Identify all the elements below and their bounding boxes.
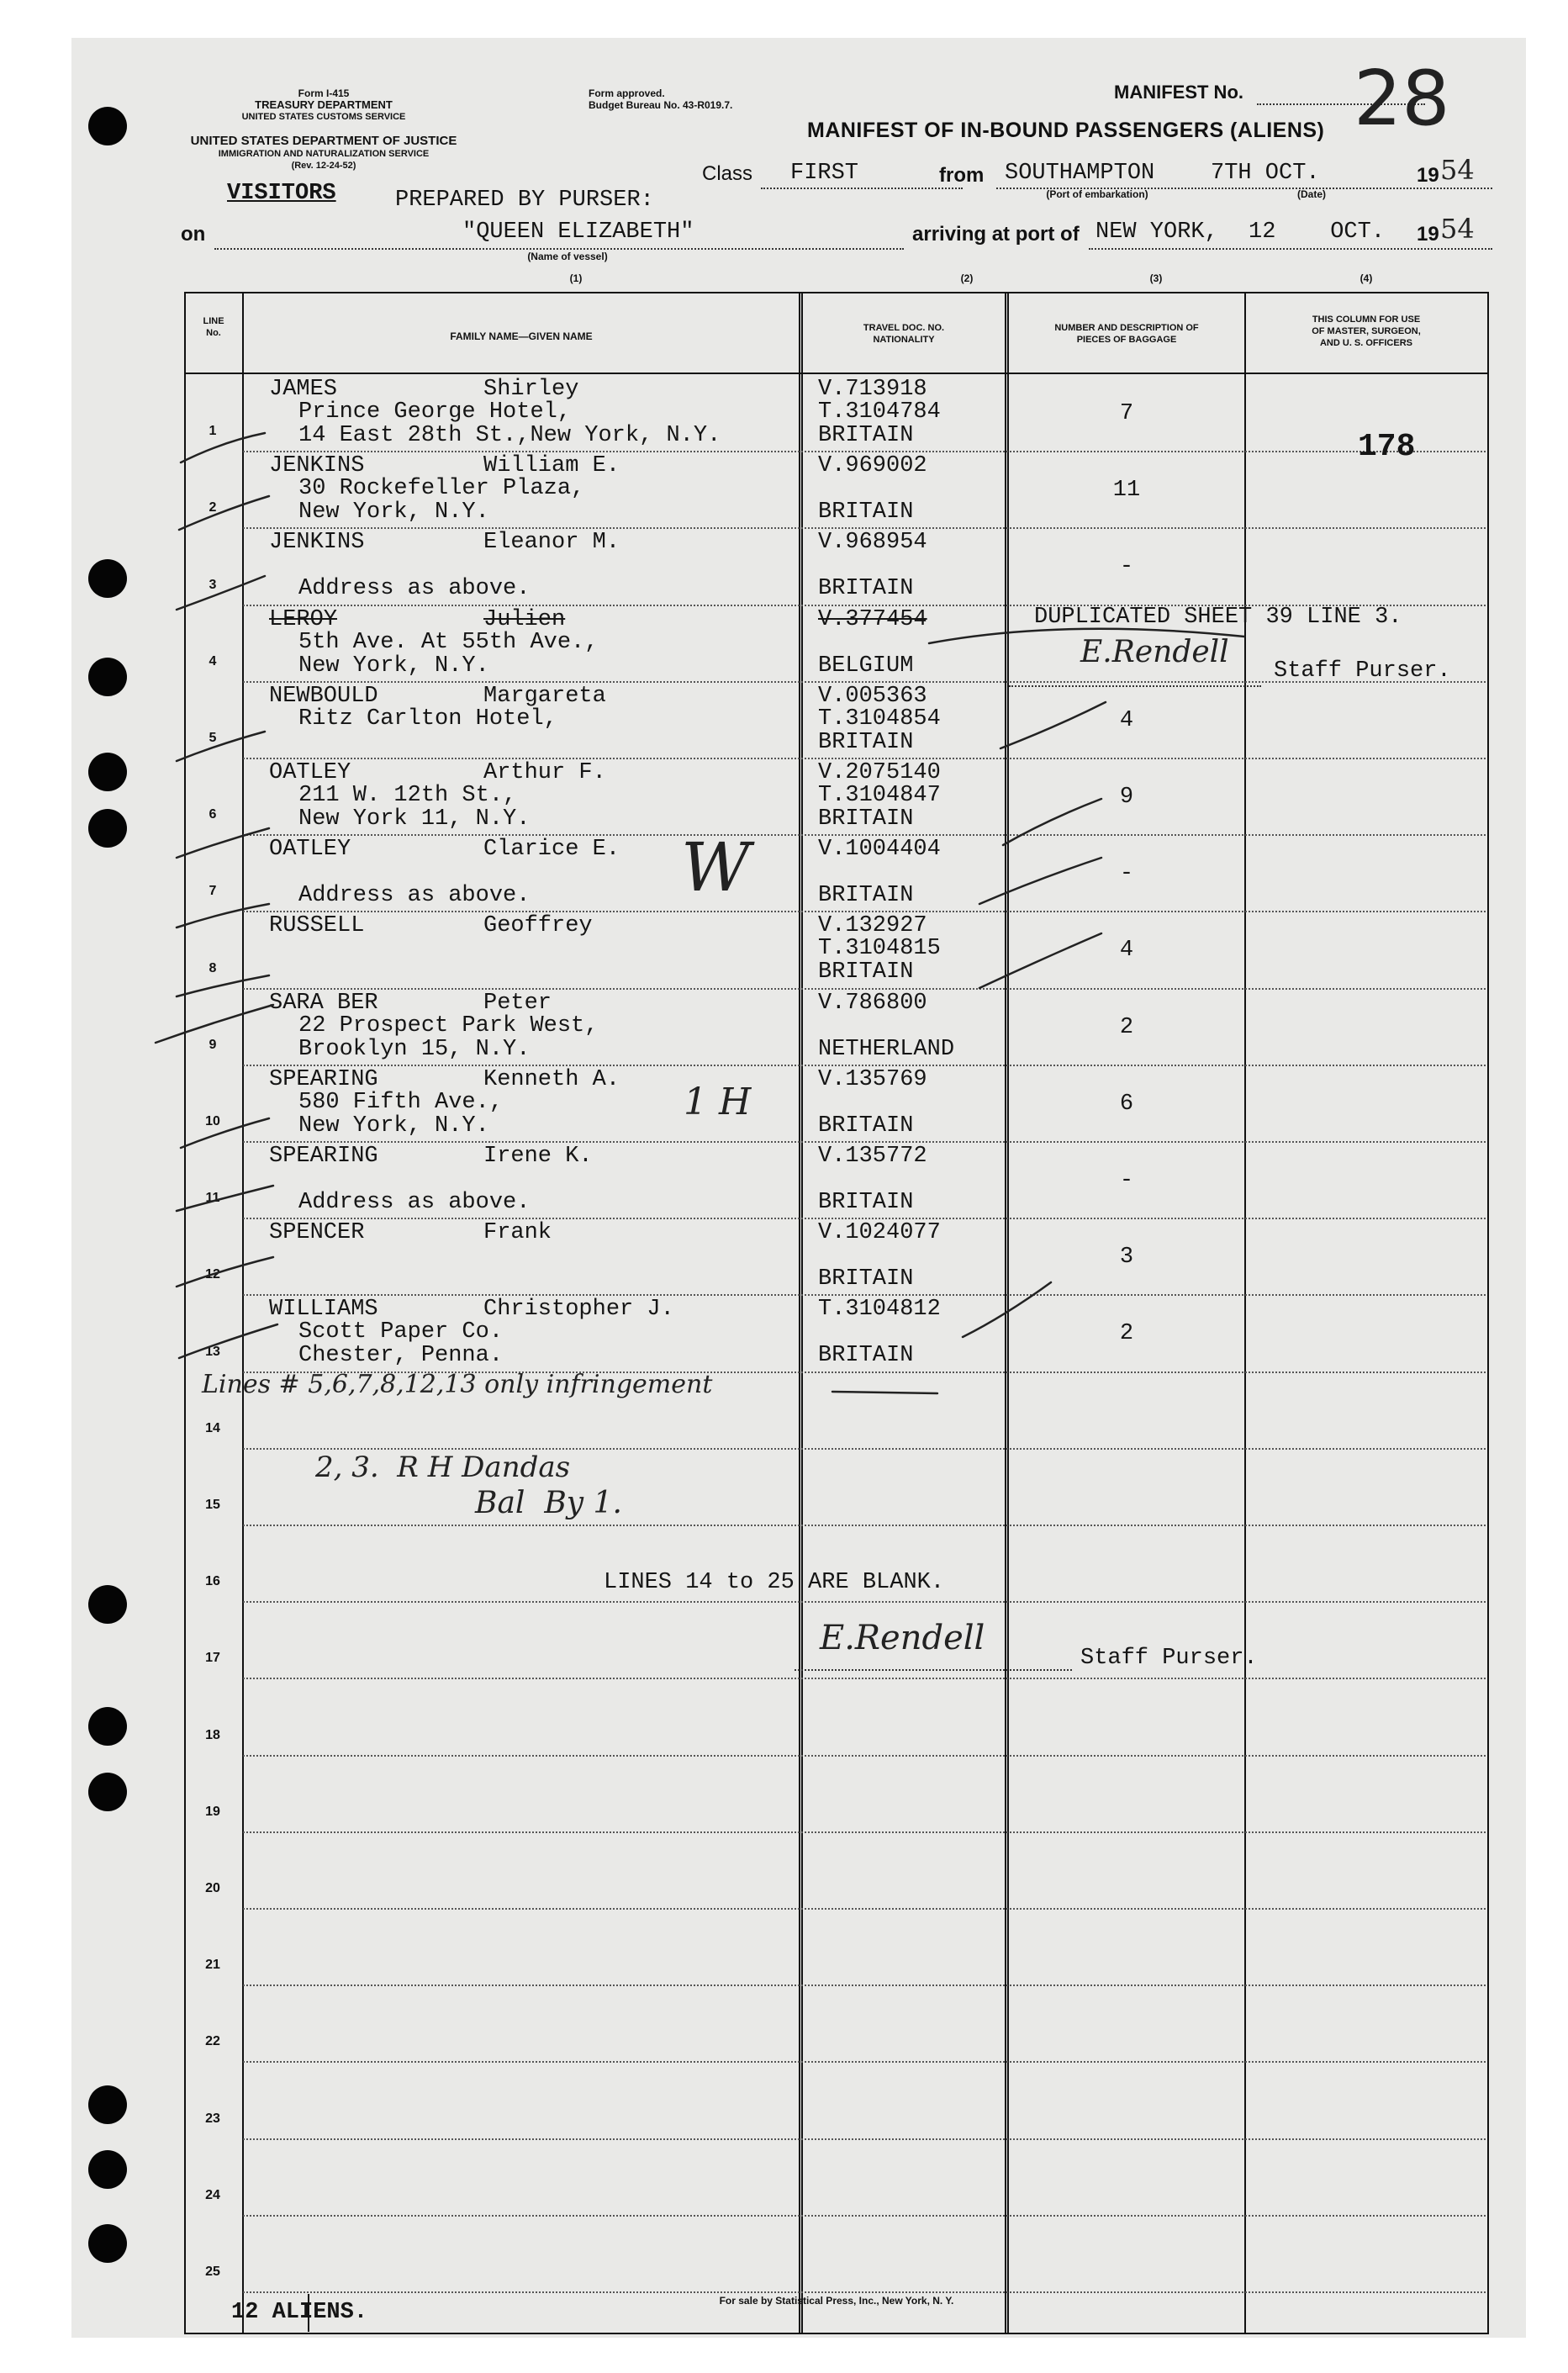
address-2: New York, N.Y. [298, 499, 489, 525]
line-number: 10 [205, 1114, 220, 1128]
surname: RUSSELL [269, 913, 365, 938]
travel-doc: V.005363 [818, 684, 927, 709]
line-number: 14 [205, 1421, 220, 1435]
budget-bureau: Budget Bureau No. 43-R019.7. [589, 99, 733, 111]
travel-doc: V.713918 [818, 377, 927, 402]
given-name: Peter [483, 991, 552, 1016]
surname: SPEARING [269, 1144, 378, 1169]
print-credit: For sale by Statistical Press, Inc., New York, N. Y. [719, 2295, 954, 2307]
baggage-count: 9 [1119, 785, 1134, 810]
travel-doc: V.1004404 [818, 837, 941, 862]
address-2: New York, N.Y. [298, 653, 489, 679]
baggage-count: 6 [1119, 1091, 1134, 1117]
customs-service: UNITED STATES CUSTOMS SERVICE [241, 112, 406, 122]
year-prefix: 19 [1417, 164, 1439, 187]
total-aliens: 12 ALIENS. [231, 2300, 368, 2325]
travel-doc-2: T.3104854 [818, 706, 941, 732]
col-number-3: (3) [1149, 272, 1163, 284]
date-caption: (Date) [1296, 188, 1326, 200]
surname: WILLIAMS [269, 1297, 378, 1322]
col-number-1: (1) [569, 272, 583, 284]
address-1: Scott Paper Co. [298, 1319, 504, 1345]
nationality: BRITAIN [818, 730, 914, 755]
form-number: Form I-415 [298, 87, 350, 99]
line-number: 4 [209, 654, 217, 669]
address-2: Address as above. [298, 576, 531, 601]
purser-signature-1: E.Rendell [1080, 635, 1229, 669]
line-number: 16 [205, 1574, 220, 1588]
surname: NEWBOULD [269, 684, 378, 709]
line-number: 11 [205, 1191, 220, 1205]
address-1: 30 Rockefeller Plaza, [298, 476, 585, 501]
surname: OATLEY [269, 837, 351, 862]
on-label: on [181, 223, 206, 246]
travel-doc-2: T.3104784 [818, 399, 941, 425]
surname: SARA BER [269, 991, 378, 1016]
given-name: Christopher J. [483, 1297, 674, 1322]
baggage-count: - [1119, 1168, 1134, 1193]
nationality: BRITAIN [818, 959, 914, 985]
justice-dept: UNITED STATES DEPARTMENT OF JUSTICE [190, 134, 457, 148]
form-approved: Form approved. [589, 87, 665, 99]
travel-doc: V.135769 [818, 1067, 927, 1092]
baggage-count: 4 [1119, 708, 1134, 733]
address-1: 5th Ave. At 55th Ave., [298, 630, 599, 655]
line-number: 9 [209, 1038, 217, 1052]
class-value: FIRST [790, 161, 859, 186]
col-number-2: (2) [960, 272, 974, 284]
given-name: Margareta [483, 684, 606, 709]
blank-lines-note: LINES 14 to 25 ARE BLANK. [604, 1570, 945, 1595]
baggage-count: - [1119, 554, 1134, 579]
officer-number: 178 [1358, 429, 1416, 465]
line-number: 17 [205, 1651, 220, 1665]
col-header-name: FAMILY NAME—GIVEN NAME [450, 330, 593, 342]
line-number: 3 [209, 578, 217, 592]
class-label: Class [702, 162, 753, 185]
nationality: BRITAIN [818, 1113, 914, 1139]
line-number: 24 [205, 2188, 220, 2202]
handwritten-bal: Bal By 1. [475, 1486, 622, 1520]
given-name: Clarice E. [483, 837, 620, 862]
baggage-count: 11 [1112, 478, 1141, 503]
line-number: 22 [205, 2034, 220, 2048]
baggage-count: 3 [1119, 1245, 1134, 1270]
line-number: 13 [205, 1345, 220, 1359]
line-number: 6 [209, 807, 217, 822]
given-name: Julien [483, 607, 566, 632]
surname: OATLEY [269, 760, 351, 785]
line-number: 5 [209, 731, 217, 745]
travel-doc: T.3104812 [818, 1297, 941, 1322]
line-number: 21 [205, 1958, 220, 1972]
from-label: from [939, 164, 985, 187]
manifest-number-handwritten: 28 [1354, 55, 1450, 143]
revision: (Rev. 12-24-52) [291, 161, 356, 171]
duplicated-note: DUPLICATED SHEET 39 LINE 3. [1034, 605, 1402, 630]
ink-marks [71, 38, 1526, 2338]
staff-purser-1: Staff Purser. [1274, 658, 1451, 684]
surname: JENKINS [269, 530, 365, 555]
travel-doc-2: T.3104847 [818, 783, 941, 808]
nationality: BRITAIN [818, 423, 914, 448]
year-suffix-2: 54 [1440, 213, 1475, 245]
line-number: 1 [209, 424, 217, 438]
col-number-4: (4) [1359, 272, 1373, 284]
surname: JAMES [269, 377, 338, 402]
nationality: BRITAIN [818, 499, 914, 525]
given-name: Geoffrey [483, 913, 593, 938]
nationality: BRITAIN [818, 1266, 914, 1292]
line-number: 12 [205, 1267, 220, 1282]
line-number: 25 [205, 2265, 220, 2279]
travel-doc: V.1024077 [818, 1220, 941, 1245]
address-1: Prince George Hotel, [298, 399, 572, 425]
col-header-doc: TRAVEL DOC. NO. NATIONALITY [863, 323, 945, 345]
given-name: Irene K. [483, 1144, 593, 1169]
line-number: 15 [205, 1498, 220, 1512]
nationality: BRITAIN [818, 576, 914, 601]
given-name: Arthur F. [483, 760, 606, 785]
address-1: Ritz Carlton Hotel, [298, 706, 557, 732]
line-number: 23 [205, 2111, 220, 2126]
baggage-count: 4 [1119, 938, 1134, 963]
surname: LEROY [269, 607, 338, 632]
given-name: William E. [483, 453, 620, 478]
address-2: Brooklyn 15, N.Y. [298, 1037, 531, 1062]
treasury-dept: TREASURY DEPARTMENT [255, 98, 393, 111]
line-number: 8 [209, 961, 217, 975]
address-1: 580 Fifth Ave., [298, 1090, 504, 1115]
embark-port: SOUTHAMPTON [1005, 161, 1155, 186]
given-name: Shirley [483, 377, 579, 402]
nationality: BELGIUM [818, 653, 914, 679]
nationality: BRITAIN [818, 1343, 914, 1368]
address-2: 14 East 28th St.,New York, N.Y. [298, 423, 721, 448]
line-number: 2 [209, 500, 217, 515]
travel-doc: V.968954 [818, 530, 927, 555]
given-name: Eleanor M. [483, 530, 620, 555]
margin-initials-2: 1 H [684, 1081, 752, 1123]
travel-doc: V.2075140 [818, 760, 941, 785]
given-name: Kenneth A. [483, 1067, 620, 1092]
nationality: BRITAIN [818, 806, 914, 832]
col-header-line: LINE No. [203, 316, 224, 338]
baggage-count: 7 [1119, 401, 1134, 426]
manifest-title: MANIFEST OF IN-BOUND PASSENGERS (ALIENS) [807, 119, 1325, 142]
handwritten-lines-note: Lines # 5,6,7,8,12,13 only infringement [202, 1370, 713, 1399]
address-1: 211 W. 12th St., [298, 783, 517, 808]
surname: SPENCER [269, 1220, 365, 1245]
purser-signature-2: E.Rendell [820, 1619, 985, 1657]
col-header-baggage: NUMBER AND DESCRIPTION OF PIECES OF BAGGAGE [1054, 323, 1199, 345]
prepared-by-purser: PREPARED BY PURSER: [395, 188, 654, 213]
surname: JENKINS [269, 453, 365, 478]
address-2: Chester, Penna. [298, 1343, 504, 1368]
given-name: Frank [483, 1220, 552, 1245]
address-2: Address as above. [298, 1190, 531, 1215]
manifest-page [71, 38, 1526, 2338]
nationality: BRITAIN [818, 1190, 914, 1215]
staff-purser-2: Staff Purser. [1080, 1646, 1258, 1671]
address-2: New York 11, N.Y. [298, 806, 531, 832]
col-header-officers: THIS COLUMN FOR USE OF MASTER, SURGEON, AND U. S. OFFICERS [1312, 314, 1421, 348]
address-2: Address as above. [298, 883, 531, 908]
line-number: 18 [205, 1728, 220, 1742]
surname: SPEARING [269, 1067, 378, 1092]
travel-doc: V.135772 [818, 1144, 927, 1169]
line-number: 19 [205, 1805, 220, 1819]
arrival-date: 12 OCT. [1249, 219, 1386, 245]
baggage-count: 2 [1119, 1321, 1134, 1346]
ins-service: IMMIGRATION AND NATURALIZATION SERVICE [218, 149, 430, 159]
line-number: 7 [209, 884, 217, 898]
embark-date: 7TH OCT. [1211, 161, 1320, 186]
travel-doc-2: T.3104815 [818, 936, 941, 961]
travel-doc: V.786800 [818, 991, 927, 1016]
vessel-caption: (Name of vessel) [527, 251, 608, 262]
line-number: 20 [205, 1881, 220, 1895]
baggage-count: - [1119, 861, 1134, 886]
address-2: New York, N.Y. [298, 1113, 489, 1139]
arrival-port: NEW YORK, [1095, 219, 1218, 245]
arriving-label: arriving at port of [912, 223, 1080, 246]
vessel-name: "QUEEN ELIZABETH" [462, 219, 694, 245]
baggage-count: 2 [1119, 1015, 1134, 1040]
year-prefix-2: 19 [1417, 223, 1439, 246]
visitors-label: VISITORS [227, 181, 336, 206]
nationality: BRITAIN [818, 883, 914, 908]
handwritten-inspector: 2, 3. R H Dandas [315, 1451, 571, 1484]
travel-doc: V.969002 [818, 453, 927, 478]
travel-doc: V.377454 [818, 607, 927, 632]
nationality: NETHERLAND [818, 1037, 955, 1062]
travel-doc: V.132927 [818, 913, 927, 938]
manifest-no-label: MANIFEST No. [1114, 82, 1243, 103]
margin-initials: W [681, 828, 751, 906]
port-caption: (Port of embarkation) [1046, 188, 1148, 200]
address-1: 22 Prospect Park West, [298, 1013, 599, 1039]
year-suffix: 54 [1440, 154, 1475, 186]
